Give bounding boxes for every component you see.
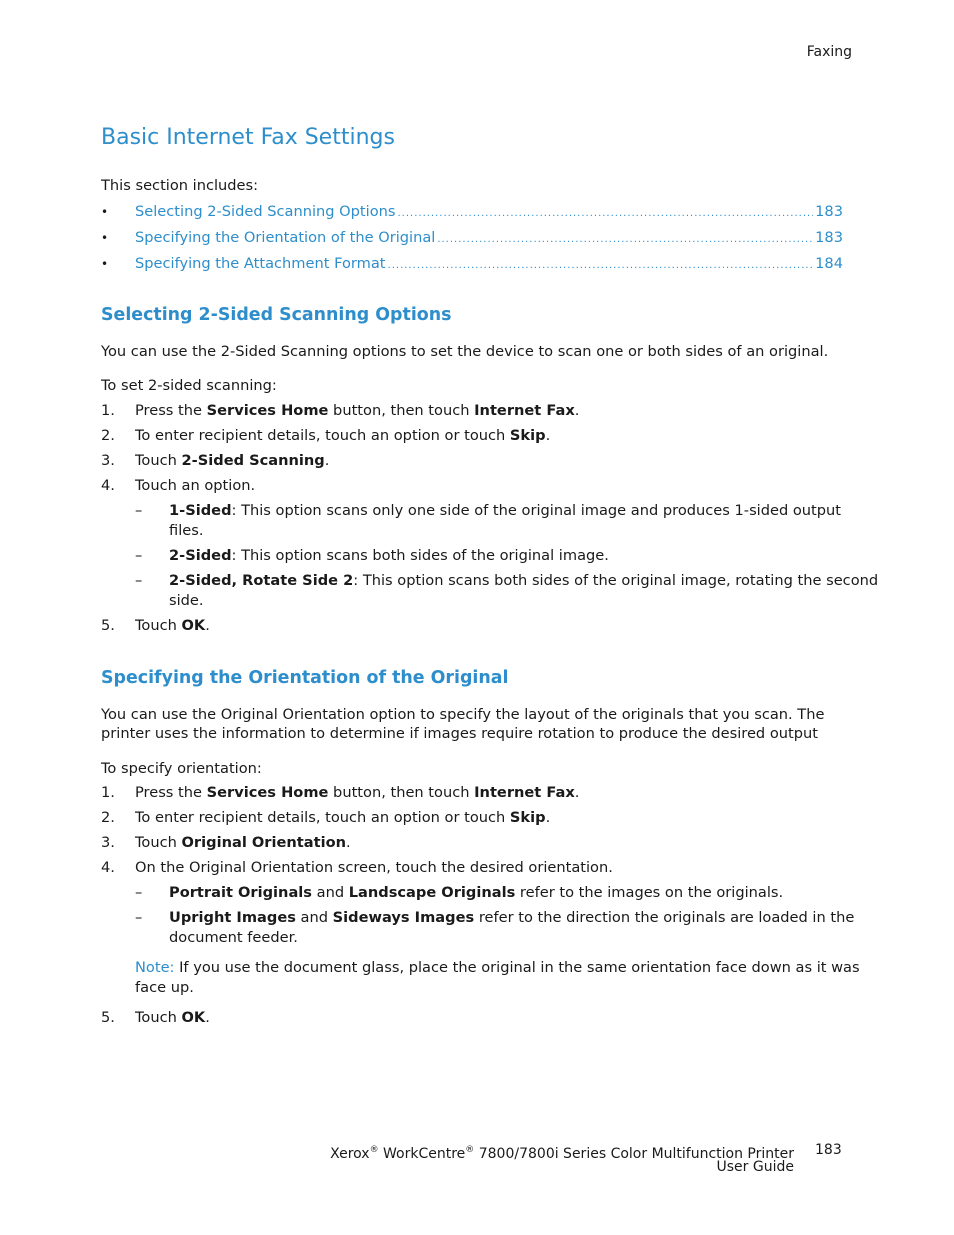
dash-bullet: – [135,547,143,564]
toc-leader [437,230,813,250]
running-header: Faxing [806,44,852,60]
toc-entry[interactable] [101,202,843,222]
sub-item-continuation: side. [169,592,204,609]
toc-link[interactable]: Specifying the Orientation of the Original [135,229,436,246]
step-number: 4. [101,477,115,494]
dash-bullet: – [135,909,143,926]
step-text: On the Original Orientation screen, touch the desired orientation. [135,859,613,876]
toc-link[interactable]: Selecting 2-Sided Scanning Options [135,203,396,220]
toc-leader [398,204,814,224]
step-number: 2. [101,427,115,444]
step-number: 3. [101,834,115,851]
dash-bullet: – [135,884,143,901]
step-number: 4. [101,859,115,876]
note-label: Note: [135,959,175,976]
sub-item-text: Upright Images and Sideways Images refer to the direction the originals are loaded in the [169,909,855,926]
paragraph-line: You can use the Original Orientation option to specify the layout of the originals that you scan. The [101,706,825,723]
step-text: To enter recipient details, touch an option or touch Skip. [135,427,551,444]
step-number: 3. [101,452,115,469]
sub-item-text: 2-Sided, Rotate Side 2: This option scans both sides of the original image, rotating the second [169,572,879,589]
step-number: 5. [101,617,115,634]
section-heading: Specifying the Orientation of the Original [101,668,509,688]
toc-page-number[interactable]: 183 [815,203,843,220]
sub-item-text: 1-Sided: This option scans only one side of the original image and produces 1-sided output [169,502,842,519]
toc-entry[interactable] [101,254,843,274]
step-text: Touch 2-Sided Scanning. [135,452,330,469]
paragraph: You can use the 2-Sided Scanning options to set the device to scan one or both sides of an original. [101,343,829,360]
page-title: Basic Internet Fax Settings [101,125,395,150]
step-number: 2. [101,809,115,826]
bullet: • [101,257,109,271]
lead-text: To set 2-sided scanning: [101,377,277,394]
step-text: Touch Original Orientation. [135,834,351,851]
section-heading: Selecting 2-Sided Scanning Options [101,305,452,325]
sub-item-continuation: document feeder. [169,929,298,946]
intro-text: This section includes: [101,177,259,194]
note-continuation: face up. [135,979,194,996]
toc-page-number[interactable]: 184 [815,255,843,272]
bullet: • [101,231,109,245]
toc-leader [388,256,814,276]
bullet: • [101,205,109,219]
step-text: To enter recipient details, touch an option or touch Skip. [135,809,551,826]
step-number: 5. [101,1009,115,1026]
sub-item-text: Portrait Originals and Landscape Originals refer to the images on the originals. [169,884,784,901]
footer-product: Xerox® WorkCentre® 7800/7800i Series Color Multifunction Printer [330,1145,794,1162]
note: Note: If you use the document glass, place the original in the same orientation face down as it was [135,959,860,976]
step-number: 1. [101,784,115,801]
step-text: Touch OK. [135,617,210,634]
toc-page-number[interactable]: 183 [815,229,843,246]
step-number: 1. [101,402,115,419]
toc-entry[interactable] [101,228,843,248]
step-text: Touch an option. [135,477,256,494]
sub-item-text: 2-Sided: This option scans both sides of the original image. [169,547,609,564]
lead-text: To specify orientation: [101,760,262,777]
dash-bullet: – [135,502,143,519]
step-text: Touch OK. [135,1009,210,1026]
step-text: Press the Services Home button, then touch Internet Fax. [135,402,580,419]
dash-bullet: – [135,572,143,589]
footer-guide: User Guide [716,1159,794,1175]
step-text: Press the Services Home button, then touch Internet Fax. [135,784,580,801]
toc-link[interactable]: Specifying the Attachment Format [135,255,386,272]
paragraph-line: printer uses the information to determine if images require rotation to produce the desired output [101,725,818,742]
sub-item-continuation: files. [169,522,204,539]
page-number: 183 [815,1142,842,1158]
